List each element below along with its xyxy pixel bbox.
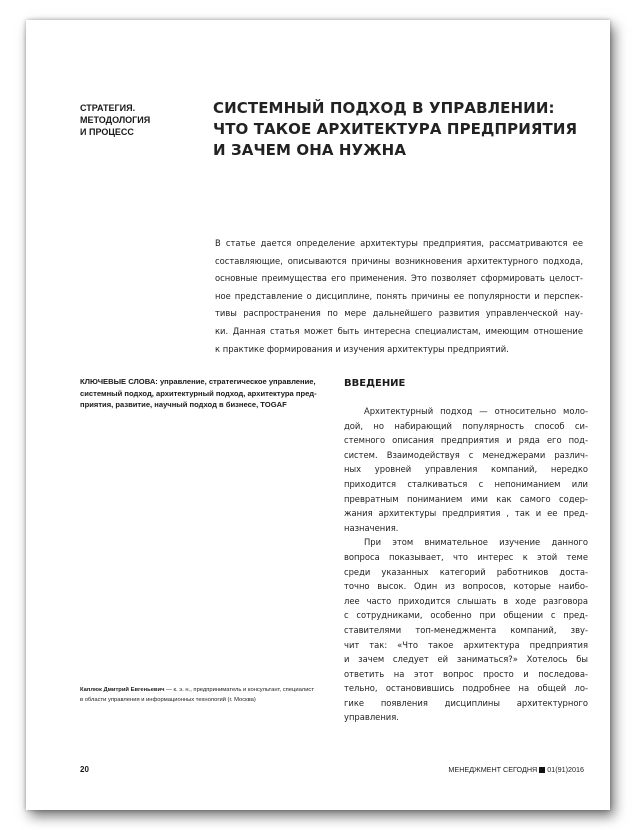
- abstract-line: составляющие, описываются причины возникновения архитектурного подхода,: [215, 255, 583, 266]
- intro-line: чит так: «Что такое архитектура предприятия: [344, 639, 588, 650]
- abstract-line: основные преимущества его применения. Это позволяет сформировать целост-: [215, 273, 583, 284]
- intro-line: среди указанных категорий работников доста-: [344, 566, 588, 577]
- abstract-line: ное представление о дисциплине, понять причины ее популярности и перспек-: [215, 290, 583, 301]
- intro-line: с сотрудниками, особенно при общении с пред-: [344, 610, 588, 621]
- section-label-line: СТРАТЕГИЯ.: [80, 103, 136, 113]
- abstract-line: к практике формирования и изучения архитектуры предприятий.: [215, 343, 509, 354]
- square-bullet-icon: [539, 767, 545, 773]
- keywords-line: приятия, развитие, научный подход в бизнесе, TOGAF: [80, 400, 287, 409]
- intro-body: [344, 404, 588, 725]
- title-line: ЧТО ТАКОЕ АРХИТЕКТУРА ПРЕДПРИЯТИЯ: [213, 120, 578, 138]
- title-line: И ЗАЧЕМ ОНА НУЖНА: [213, 141, 407, 159]
- abstract-line: тивы распространения по мере дальнейшего развития управленческой нау-: [215, 308, 583, 319]
- intro-heading: ВВЕДЕНИЕ: [344, 378, 406, 389]
- section-label-line: И ПРОЦЕСС: [80, 127, 134, 137]
- keywords-line: КЛЮЧЕВЫЕ СЛОВА: управление, стратегическое управление,: [80, 377, 316, 386]
- author-description: — к. э. н., предприниматель и консультант, специалист: [164, 687, 314, 693]
- intro-line: гике появления дисциплины архитектурного: [344, 697, 588, 708]
- intro-line: тельно, остановившись подробнее на общей ло-: [344, 683, 588, 694]
- intro-line: и зачем следует ей заниматься?» Хотелось бы: [344, 654, 588, 665]
- abstract: [215, 235, 583, 358]
- intro-line: точно высок. Один из вопросов, которые наибо-: [344, 581, 588, 592]
- keywords-line: системный подход, архитектурный подход, архитектура пред-: [80, 388, 317, 398]
- intro-line: стемного описания предприятия и ряда его под-: [344, 435, 588, 446]
- section-label: [80, 102, 200, 138]
- intro-line: дой, но набирающий популярность способ си-: [344, 420, 588, 431]
- journal-name: МЕНЕДЖМЕНТ СЕГОДНЯ: [448, 765, 538, 774]
- intro-line: превратным пониманием ими как самого содер-: [344, 493, 588, 504]
- intro-line: лее часто приходится слышать в ходе разговора: [344, 595, 588, 606]
- intro-line: систем. Взаимодействуя с менеджерами различ-: [344, 449, 588, 460]
- title-line: СИСТЕМНЫЙ ПОДХОД В УПРАВЛЕНИИ:: [213, 99, 555, 117]
- intro-line: ставителями топ-менеджмента компаний, зву-: [344, 624, 588, 635]
- journal-issue: 01(91)2016: [547, 765, 584, 774]
- abstract-line: В статье дается определение архитектуры предприятия, рассматриваются ее: [215, 238, 583, 248]
- section-label-line: МЕТОДОЛОГИЯ: [80, 115, 151, 125]
- article-title: [213, 98, 593, 161]
- intro-line: приходится сталкиваться с непониманием или: [344, 478, 588, 489]
- intro-line: назначения.: [344, 522, 399, 533]
- intro-line: При этом внимательное изучение данного: [364, 537, 588, 548]
- page-number: 20: [80, 765, 89, 774]
- author-description: в области управления и информационных технологий (г. Москва): [80, 697, 256, 703]
- intro-line: вопроса показывает, что интерес к этой теме: [344, 551, 588, 562]
- abstract-line: ки. Данная статья может быть интересна специалистам, имеющим отношение: [215, 325, 583, 336]
- intro-line: жания архитектуры предприятия , так и ее пред-: [344, 508, 588, 519]
- intro-line: ных уровней управления компаний, нередко: [344, 464, 588, 475]
- keywords: [80, 376, 324, 411]
- author-info: [80, 685, 328, 705]
- intro-line: ответить на этот вопрос просто и последова-: [344, 668, 588, 679]
- author-name: Каплюк Дмитрий Евгеньевич: [80, 687, 165, 693]
- journal-page: [26, 20, 610, 810]
- journal-footer: [448, 765, 584, 774]
- intro-line: Архитектурный подход — относительно моло-: [364, 406, 588, 416]
- intro-line: управления.: [344, 712, 399, 723]
